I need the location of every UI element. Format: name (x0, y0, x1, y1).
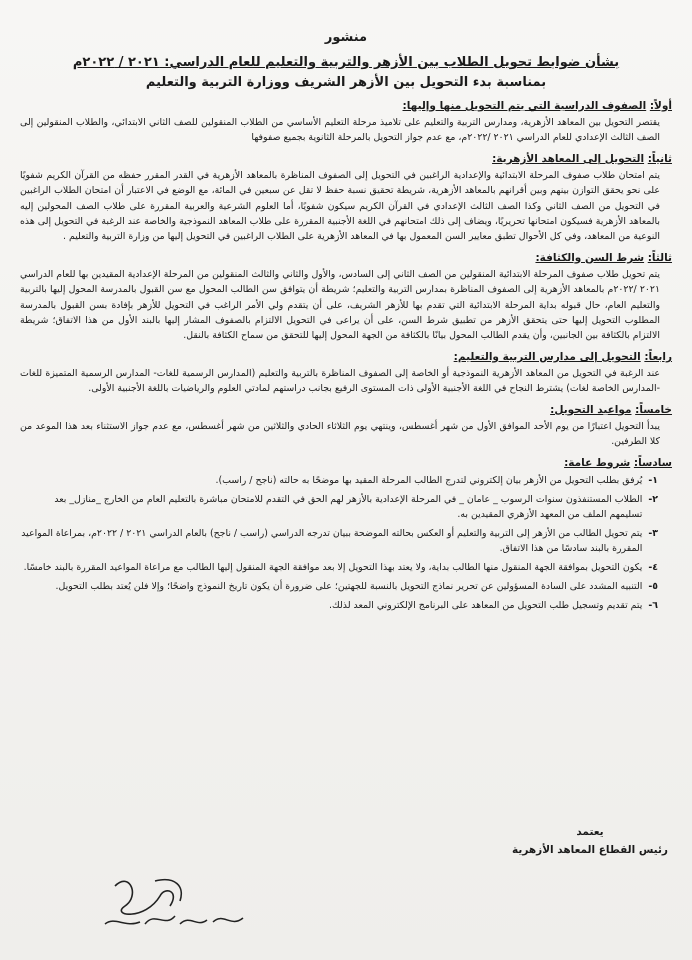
section-heading (20, 457, 672, 469)
list-item-number: ٢- (648, 493, 658, 505)
signature-block (510, 826, 670, 856)
section-paragraph: عند الرغبة في التحويل من المعاهد الأزهرية النموذجية أو الخاصة إلى الصفوف المناظرة بالتربية والتعليم (المدارس الرسمية للغات- المدارس الرسمية المتميزة للغات -المدارس الخاصة لغات) يشترط النجاح في اللغة الأجنبية الأولى ذات المستوى الرفيع بجانب دراستهم لمادتي العلوم والرياضيات باللغة الأجنبية الأولى. (20, 367, 660, 395)
section-title: شروط عامة: (564, 456, 631, 469)
list-item-text: يتم تقديم وتسجيل طلب التحويل من المعاهد على البرنامج الإلكتروني المعد لذلك. (329, 599, 643, 611)
list-item-number: ٣- (648, 527, 658, 539)
list-item-text: الطلاب المستنفذون سنوات الرسوب _ عامان _ في المرحلة الإعدادية بالأزهر لهم الحق في التقدم للامتحان مباشرة بالتعليم العام من الخارج _منازل_ بعد تسليمهم الملف من المعهد الأزهري المقيدين به. (54, 493, 643, 520)
section-heading (20, 404, 672, 416)
list-item (20, 492, 658, 522)
section-paragraph: يبدأ التحويل اعتبارًا من يوم الأحد الموافق الأول من شهر أغسطس، وينتهي يوم الثلاثاء الحادي والثلاثين من شهر أغسطس، مع عدم جواز الاستثناء بعد هذا الموعد من كلا الطرفين. (20, 420, 660, 448)
list-item-number: ٤- (648, 561, 658, 573)
section-paragraph: يتم امتحان طلاب صفوف المرحلة الابتدائية والإعدادية الراغبين في التحويل إلى الصفوف المناظرة بالمعاهد الأزهرية في القدر المقرر حفظه من القرآن الكريم شفويًا على نحو يحقق التوازن بينهم وبين أقرانهم بالمعاهد الأزهرية، شريطة تحقيق نسبة حفظ لا تقل عن سبعين في المائة، مع الوضع في الاعتبار أن امتحان الطلاب الراغبين في التحويل من الصف الثاني وكذا الصف الثالث الإعدادي في القرآن الكريم سيكون شفويًا، أما العلوم الشرعية والعربية المقررة على طلاب الصف المحولين إليه بالمعاهد الأزهرية فسيكون امتحانها تحريريًا، ويضاف إلى ذلك امتحانهم في اللغة الأجنبية المقررة على طلاب المعاهد النموذجية والخاصة عند الرغبة في التحويل إلى هذه النوعية من المعاهد، وفي كل الأحوال تطبق معايير السن المعمول بها في المعاهد الأزهرية على الطلاب الراغبين في التحويل إليها من وزارة التربية والتعليم . (20, 169, 660, 243)
list-item-number: ٥- (648, 580, 658, 592)
handwritten-signature (85, 866, 285, 936)
document-body (20, 30, 672, 617)
general-conditions-list (20, 473, 658, 613)
section-number: رابعاً: (644, 350, 672, 363)
section-title: شرط السن والكثافة: (535, 251, 645, 264)
signatory-title: رئيس القطاع المعاهد الأزهرية (512, 844, 668, 856)
list-item (20, 579, 658, 594)
section-heading (20, 100, 672, 112)
list-item-text: التنبيه المشدد على السادة المسؤولين عن تحرير نماذج التحويل بالنسبة للجهتين؛ على ضرورة أن يكون تاريخ النموذج واضحًا؛ وإلا فلن يُعتد بطلب التحويل. (55, 580, 643, 592)
list-item-text: يتم تحويل الطالب من الأزهر إلى التربية والتعليم أو العكس بحالته الموضحة ببيان تدرجه الدراسي (راسب / ناجح) بالعام الدراسي ٢٠٢١ / ٢٠٢٢م، بمراعاة المواعيد المقررة بالبند سادسًا من هذا الاتفاق. (21, 527, 643, 554)
list-item (20, 598, 658, 613)
list-item-number: ٦- (648, 599, 658, 611)
section-number: ثالثاً: (647, 251, 672, 264)
section-heading (20, 252, 672, 264)
document-subtitle: بشأن ضوابط تحويل الطلاب بين الأزهر والتربية والتعليم للعام الدراسي: ٢٠٢١ / ٢٠٢٢م (72, 55, 620, 70)
section-title: مواعيد التحويل: (550, 403, 632, 416)
section-title: الصفوف الدراسية التي يتم التحويل منها وإليها: (402, 100, 647, 112)
list-item (20, 560, 658, 575)
document-title: منشور (324, 30, 368, 45)
section-number: سادساً: (633, 456, 672, 469)
list-item (20, 473, 658, 488)
list-item-text: يُرفق بطلب التحويل من الأزهر بيان إلكتروني لتدرج الطالب المرحلة المقيد بها موضحًا به حالته (ناجح / راسب). (215, 474, 643, 486)
section-number: أولاً: (649, 100, 672, 112)
section-number: ثانياً: (647, 152, 672, 165)
section-title: التحويل إلى مدارس التربية والتعليم: (453, 350, 641, 363)
list-item-text: يكون التحويل بموافقة الجهة المنقول منها الطالب بداية، ولا يعتد بهذا التحويل إلا بعد موافقة الجهة المنقول إليها الطالب مع مراعاة المواعيد المقررة بالبند خامسًا. (23, 561, 643, 573)
section-paragraph: يقتصر التحويل بين المعاهد الأزهرية، ومدارس التربية والتعليم على تلاميذ مرحلة التعليم الأساسي من الطلاب المنقولين للصف الثاني الابتدائي، والطلاب المنقولين إلى الصف الثالث الإعدادي للعام الدراسي ٢٠٢١ /٢٠٢٢م، مع عدم جواز التحويل بالمرحلة الثانوية بجميع صفوفها (20, 117, 660, 144)
list-item-number: ١- (648, 474, 658, 486)
section-number: خامساً: (635, 403, 672, 416)
section-heading (20, 351, 672, 363)
section-paragraph: يتم تحويل طلاب صفوف المرحلة الابتدائية المنقولين من الصف الثاني إلى السادس، والأول والثاني والثالث المنقولين من المرحلة الإعدادية المقيدين بها للعام الدراسي ٢٠٢١ /٢٠٢٢م بالمعاهد الأزهرية إلى الصفوف المناظرة بمدارس التربية والتعليم؛ شريطة أن يتوافق سن الطالب المحول مع سن القبول بالمدرسة المحول إليها بالتربية والتعليم العام، حال قبوله بداية المرحلة الابتدائية التي تقدم بها للأزهر الشريف، على أن يتقدم ولي الأمر الراغب في التحويل للأزهر بإفادة بسن القبول بالمدرسة المطلوب التحويل إليها حتى يتحقق الأزهر من تطبيق شرط السن، على أن يراعى في التحويل الالتزام بالصفوف المشار إليها بالبند الأول من هذا الاتفاق؛ شريطة الالتزام بالكثافة بين الجانبين، وأن يقدم الطالب المحول بيانًا بالكثافة من الجهة المحول إليها للتحقق من سماح الكثافة بالنقل. (20, 268, 660, 342)
list-item (20, 526, 658, 556)
approval-label: يعتمد (576, 826, 604, 838)
section-title: التحويل إلى المعاهد الأزهرية: (492, 152, 645, 165)
document-subtitle-2: بمناسبة بدء التحويل بين الأزهر الشريف ووزارة التربية والتعليم (145, 75, 547, 90)
section-heading (20, 153, 672, 165)
